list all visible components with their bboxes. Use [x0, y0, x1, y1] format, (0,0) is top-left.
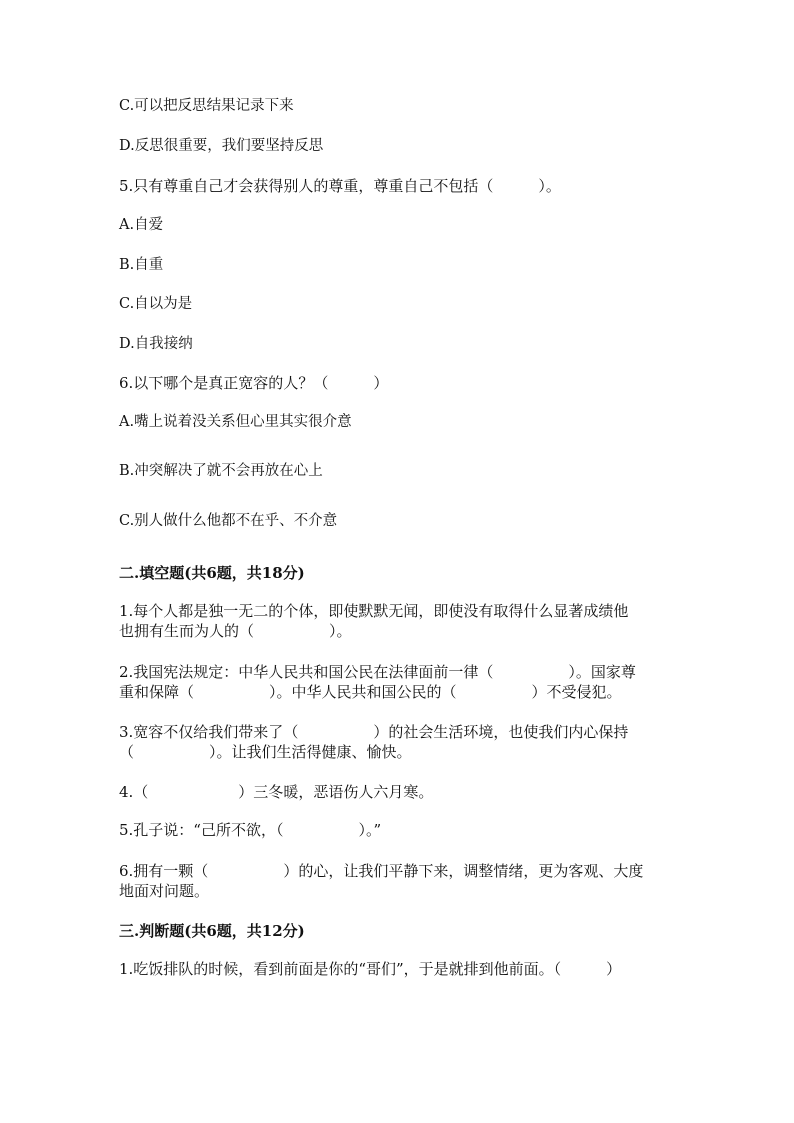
q5-option-d: D.自我接纳 — [119, 336, 193, 352]
question-6-stem: 6.以下哪个是真正宽容的人？（ ） — [119, 374, 389, 392]
q6-option-b: B.冲突解决了就不会再放在心上 — [119, 463, 323, 479]
fill-q1-line1: 1.每个人都是独一无二的个体，即使默默无闻，即使没有取得什么显著成绩他 — [119, 602, 629, 620]
fill-q2-line1: 2.我国宪法规定：中华人民共和国公民在法律面前一律（ ）。国家尊 — [119, 663, 636, 681]
fill-q5: 5.孔子说：“己所不欲，（ ）。” — [119, 821, 382, 839]
question-5-stem: 5.只有尊重自己才会获得别人的尊重，尊重自己不包括（ ）。 — [119, 177, 561, 195]
section-2-title: 二.填空题(共6题，共18分) — [119, 564, 305, 582]
option-c: C.可以把反思结果记录下来 — [119, 98, 294, 114]
fill-q3-line2: （ ）。让我们生活得健康、愉快。 — [119, 743, 412, 761]
fill-q6-line1: 6.拥有一颗（ ）的心，让我们平静下来，调整情绪，更为客观、大度 — [119, 862, 644, 880]
fill-q4: 4.（ ）三冬暖，恶语伤人六月寒。 — [119, 783, 434, 801]
q5-option-b: B.自重 — [119, 257, 164, 273]
option-d: D.反思很重要，我们要坚持反思 — [119, 138, 324, 154]
fill-q3-line1: 3.宽容不仅给我们带来了（ ）的社会生活环境，也使我们内心保持 — [119, 723, 629, 741]
q6-option-a: A.嘴上说着没关系但心里其实很介意 — [119, 414, 352, 430]
q5-option-a: A.自爱 — [119, 217, 164, 233]
fill-q6-line2: 地面对问题。 — [119, 882, 210, 900]
section-3-title: 三.判断题(共6题，共12分) — [119, 922, 305, 940]
q6-option-c: C.别人做什么他都不在乎、不介意 — [119, 513, 338, 529]
q5-option-c: C.自以为是 — [119, 296, 193, 312]
fill-q1-line2: 也拥有生而为人的（ ）。 — [119, 622, 352, 640]
judge-q1: 1.吃饭排队的时候，看到前面是你的“哥们”，于是就排到他前面。（ ） — [119, 960, 622, 978]
fill-q2-line2: 重和保障（ ）。中华人民共和国公民的（ ）不受侵犯。 — [119, 683, 622, 701]
